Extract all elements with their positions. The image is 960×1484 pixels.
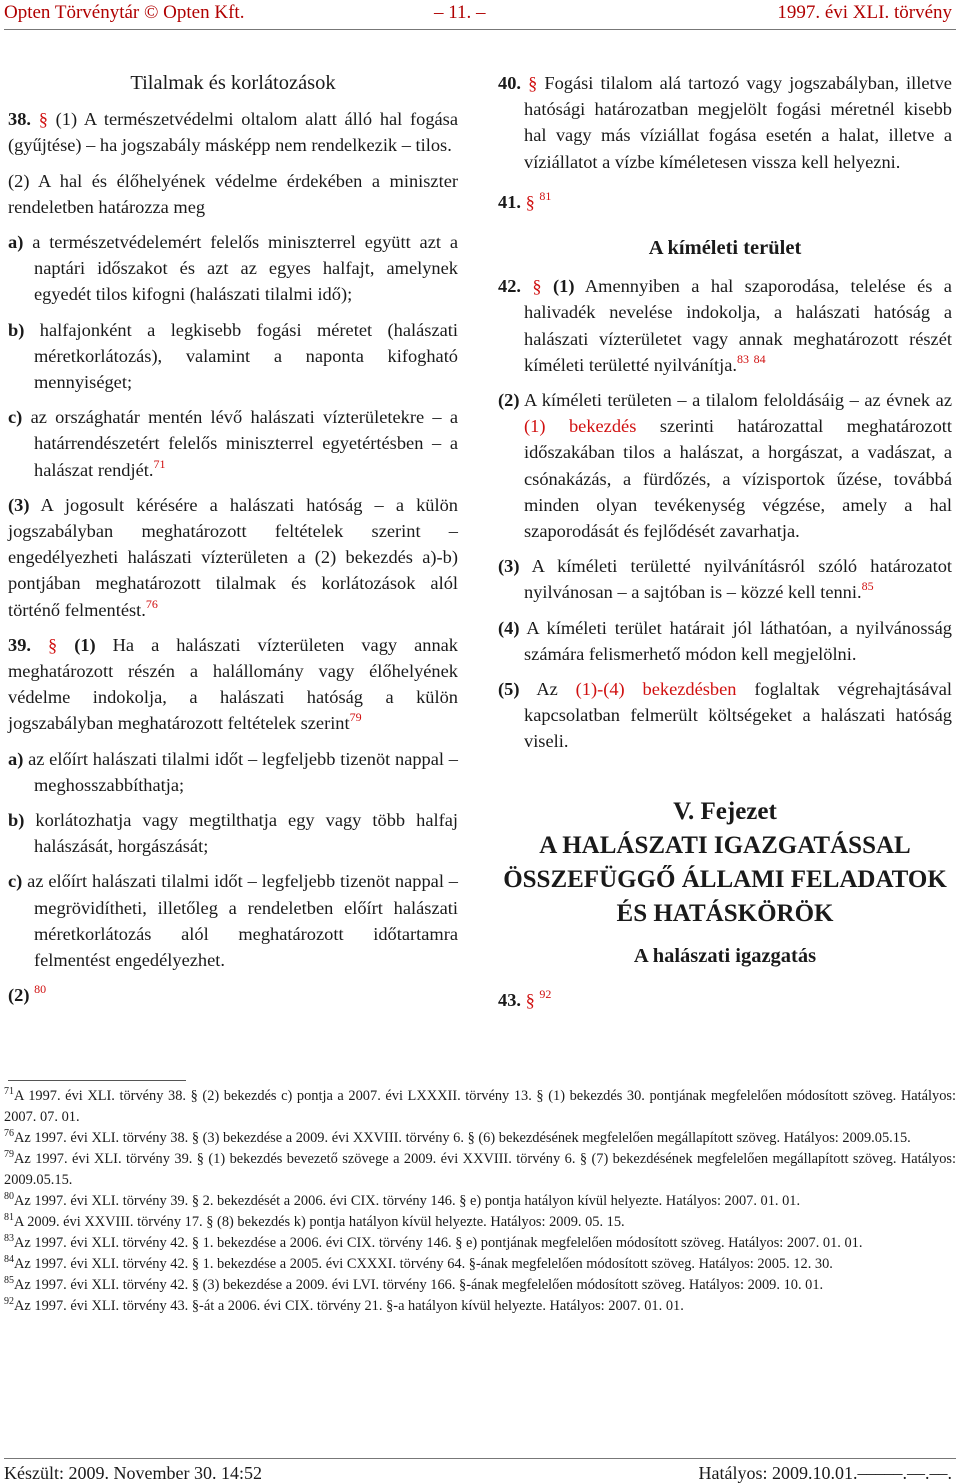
section-38-point-c bbox=[8, 404, 458, 483]
paragraph-text: Ha a halászati vízterületen vagy annak meghatározott részén a halállomány vagy élőhelyének védelme indokolja, a halászati hatóság a külön jogszabályban meghatározott feltételek szerint bbox=[8, 634, 458, 734]
chapter-title: A HALÁSZATI IGAZGATÁSSAL ÖSSZEFÜGGŐ ÁLLAMI FELADATOK ÉS HATÁSKÖRÖK bbox=[503, 831, 947, 927]
point-text: a természetvédelemért felelős miniszterrel együtt azt a naptári időszakot és azt az egyes halfajt, amelynek egyedét tilos kifogni (halászati tilalmi idő); bbox=[32, 232, 458, 305]
section-42-paragraph-1 bbox=[498, 273, 952, 378]
header-law-title: 1997. évi XLI. törvény bbox=[777, 2, 952, 23]
footnote-ref-76[interactable]: 76 bbox=[145, 596, 158, 611]
footnote bbox=[4, 1233, 956, 1254]
footnote-ref-92[interactable]: 92 bbox=[539, 986, 552, 1001]
footnote-number: 80 bbox=[4, 1191, 14, 1202]
paragraph-reference-link[interactable]: (1)-(4) bekezdésben bbox=[575, 679, 737, 700]
point-text: az előírt halászati tilalmi időt – legfeljebb tizenöt nappal – meghosszabbíthatja; bbox=[28, 748, 458, 795]
paragraph-number: (3) bbox=[498, 556, 520, 577]
footnote bbox=[4, 1254, 956, 1275]
section-39-point-c bbox=[8, 868, 458, 973]
header-publisher: Opten Törvénytár © Opten Kft. bbox=[4, 2, 245, 23]
footnotes bbox=[4, 1086, 956, 1317]
footnote-divider bbox=[8, 1080, 186, 1081]
paragraph-number: (1) bbox=[553, 276, 575, 297]
footnote bbox=[4, 1212, 956, 1233]
section-43 bbox=[498, 987, 952, 1013]
section-39-paragraph-1 bbox=[8, 632, 458, 737]
footnote-ref-81[interactable]: 81 bbox=[539, 188, 552, 203]
footnote-ref-71[interactable]: 71 bbox=[153, 456, 166, 471]
footnote-text: Az 1997. évi XLI. törvény 42. § 1. bekezdése a 2005. évi CXXXI. törvény 64. §-ának megfelelően módosított szöveg. Hatályos: 2005. 12. 30. bbox=[14, 1256, 833, 1272]
section-number: 42. bbox=[498, 276, 521, 297]
point-text: az országhatár mentén lévő halászati vízterületekre – a határrendészetért felelős miniszterrel egyetértésben – a halászat rendjét. bbox=[30, 407, 458, 480]
footnote-text: Az 1997. évi XLI. törvény 42. § (3) bekezdése a 2009. évi LVI. törvény 166. §-ának megfelelően módosított szöveg. Hatályos: 2009. 10. 01. bbox=[14, 1277, 824, 1293]
paragraph-text: A kíméleti területen – a tilalom feloldásáig – az évnek az bbox=[523, 390, 952, 411]
paragraph-text: A természetvédelmi oltalom alatt álló hal fogása (gyűjtése) – ha jogszabály másképp nem rendelkezik – tilos. bbox=[8, 109, 459, 156]
footnote-number: 79 bbox=[4, 1149, 14, 1160]
section-number: 40. bbox=[498, 73, 521, 93]
footnote-number: 85 bbox=[4, 1275, 14, 1286]
point-label: c) bbox=[8, 407, 23, 428]
footnote bbox=[4, 1275, 956, 1296]
section-42-paragraph-3 bbox=[498, 553, 952, 605]
footer-divider bbox=[4, 1458, 956, 1459]
footnote-number: 71 bbox=[4, 1086, 14, 1097]
footnote-text: Az 1997. évi XLI. törvény 39. § (1) bekezdés bevezető szövege a 2009. évi XXVIII. törvény 6. § (7) bekezdésének megfelelően megállapított szöveg. Hatályos: 2009.05.15. bbox=[4, 1151, 956, 1188]
section-42-paragraph-5 bbox=[498, 676, 952, 755]
paragraph-number: (1) bbox=[55, 109, 78, 130]
point-label: b) bbox=[8, 810, 25, 831]
paragraph-number: (2) bbox=[8, 170, 30, 191]
footnote-number: 84 bbox=[4, 1254, 14, 1265]
footnote-text: A 2009. évi XXVIII. törvény 17. § (8) bekezdés k) pontja hatályon kívül helyezte. Hatályos: 2009. 05. 15. bbox=[14, 1214, 625, 1230]
footnote-text: Az 1997. évi XLI. törvény 39. § 2. bekezdését a 2006. évi CIX. törvény 146. § e) pontja hatályon kívül helyezte. Hatályos: 2007. 01. 01. bbox=[14, 1193, 801, 1209]
footnote-text: Az 1997. évi XLI. törvény 42. § 1. bekezdése a 2006. évi CIX. törvény 146. § e) pontjának megfelelően módosított szöveg. Hatályos: 2007. 01. 01. bbox=[14, 1235, 863, 1251]
section-sign-link[interactable]: § bbox=[525, 191, 535, 212]
section-sign-link[interactable]: § bbox=[38, 109, 48, 130]
section-39-point-b bbox=[8, 807, 458, 859]
paragraph-text: A kíméleti területté nyilvánításról szóló határozatot nyilvánosan – a sajtóban is – közzé kell tenni. bbox=[524, 556, 952, 603]
footer-created-date: Készült: 2009. November 30. 14:52 bbox=[4, 1463, 262, 1483]
section-sign-link[interactable]: § bbox=[528, 73, 538, 93]
chapter-heading bbox=[498, 795, 952, 931]
paragraph-text: Az bbox=[536, 679, 558, 700]
section-number: 39. bbox=[8, 634, 31, 655]
paragraph-number: (2) bbox=[8, 985, 30, 1006]
paragraph-number: (4) bbox=[498, 617, 520, 638]
footnote-ref-84[interactable]: 84 bbox=[753, 351, 766, 366]
chapter-number: V. Fejezet bbox=[673, 797, 777, 825]
chapter-subtitle: A halászati igazgatás bbox=[633, 944, 817, 967]
point-label: a) bbox=[8, 748, 24, 769]
footnote-ref-80[interactable]: 80 bbox=[34, 982, 47, 997]
right-column bbox=[498, 70, 952, 1022]
paragraph-reference-link[interactable]: (1) bekezdés bbox=[524, 416, 637, 437]
footnote-text: A 1997. évi XLI. törvény 38. § (2) bekezdés c) pontja a 2007. évi LXXXII. törvény 13. § (1) bekezdés 30. pontjának megfelelően módosított szöveg. Hatályos: 2007. 07. 01. bbox=[4, 1088, 956, 1125]
section-38-point-a bbox=[8, 229, 458, 308]
footnote bbox=[4, 1296, 956, 1317]
header-divider bbox=[4, 29, 956, 30]
section-38-paragraph-3 bbox=[8, 492, 458, 623]
section-38-paragraph-1 bbox=[8, 106, 458, 158]
footnote bbox=[4, 1191, 956, 1212]
section-39-point-a bbox=[8, 746, 458, 798]
section-42-paragraph-4 bbox=[498, 615, 952, 667]
footnote-text: Az 1997. évi XLI. törvény 38. § (3) bekezdése a 2009. évi XXVIII. törvény 6. § (6) bekezdésének megfelelően megállapított szöveg. Hatályos: 2009.05.15. bbox=[14, 1130, 911, 1146]
footnote bbox=[4, 1086, 956, 1128]
section-39-paragraph-2 bbox=[8, 982, 458, 1008]
footnote-ref-85[interactable]: 85 bbox=[861, 579, 874, 594]
footer-effective-date: Hatályos: 2009.10.01.–––––.––.––. bbox=[698, 1463, 952, 1483]
point-label: b) bbox=[8, 319, 25, 340]
section-number: 38. bbox=[8, 109, 31, 130]
point-text: halfajonként a legkisebb fogási méretet (halászati méretkorlátozás), valamint a naponta kifogható mennyiséget; bbox=[34, 319, 458, 393]
section-sign-link[interactable]: § bbox=[48, 634, 58, 655]
section-number: 41. bbox=[498, 191, 521, 212]
section-number: 43. bbox=[498, 989, 521, 1010]
footnote-text: Az 1997. évi XLI. törvény 43. §-át a 2006. évi CIX. törvény 21. §-a hatályon kívül helyezte. Hatályos: 2007. 01. 01. bbox=[14, 1298, 684, 1314]
paragraph-number: (2) bbox=[498, 390, 520, 411]
paragraph-number: (1) bbox=[74, 634, 96, 655]
point-text: korlátozhatja vagy megtilthatja egy vagy több halfaj halászását, horgászását; bbox=[34, 810, 458, 857]
section-sign-link[interactable]: § bbox=[532, 276, 542, 297]
section-38-paragraph-2 bbox=[8, 168, 458, 220]
section-41 bbox=[498, 189, 952, 215]
section-42-paragraph-2 bbox=[498, 387, 952, 544]
section-sign-link[interactable]: § bbox=[525, 989, 535, 1010]
paragraph-text: Fogási tilalom alá tartozó vagy jogszabályban, illetve hatósági határozatban megjelölt fogási méretnél kisebb hal vagy más víziállat fogása esetén a halat, illetve a víziállatot a vízbe kíméletesen vissza kell helyezni. bbox=[524, 73, 952, 172]
paragraph-number: (5) bbox=[498, 679, 520, 700]
page-header bbox=[0, 0, 960, 26]
point-label: c) bbox=[8, 871, 23, 892]
paragraph-text: foglaltak végrehajtásával kapcsolatban felmerült költségeket a halászati hatóság viseli. bbox=[524, 679, 952, 752]
point-label: a) bbox=[8, 232, 24, 253]
paragraph-text: A jogosult kérésére a halászati hatóság – a külön jogszabályban meghatározott feltételek szerint – engedélyezheti halászati vízterületen a (2) bekezdés a)-b) pontjában meghatározott tilalmak és korlátozások alól történő felmentést. bbox=[8, 494, 458, 620]
footnote-number: 81 bbox=[4, 1212, 14, 1223]
kimeleti-terulet-title: A kíméleti terület bbox=[648, 237, 802, 260]
footnote-number: 92 bbox=[4, 1296, 14, 1307]
footnote-number: 83 bbox=[4, 1233, 14, 1244]
header-page-number: – 11. – bbox=[434, 2, 486, 23]
paragraph-text: Amennyiben a hal szaporodása, telelése és a halivadék nevelése indokolja, a halászati hatóság a halászati vízterületet vagy annak meghatározott részét kíméleti területté nyilvánítja. bbox=[524, 276, 952, 375]
paragraph-number: (3) bbox=[8, 494, 30, 515]
left-column bbox=[8, 70, 458, 1018]
footnote-ref-79[interactable]: 79 bbox=[349, 710, 362, 725]
footnote bbox=[4, 1128, 956, 1149]
footnote bbox=[4, 1149, 956, 1191]
paragraph-text: A hal és élőhelyének védelme érdekében a miniszter rendeletben határozza meg bbox=[8, 170, 458, 217]
section-title: Tilalmak és korlátozások bbox=[130, 72, 336, 94]
section-40 bbox=[498, 70, 952, 175]
section-38-point-b bbox=[8, 317, 458, 396]
point-text: az előírt halászati tilalmi időt – legfeljebb tizenöt nappal – megrövidítheti, illetőleg a rendeletben előírt halászati méretkorlátozás alól meghatározott időtartamra felmentést engedélyezhet. bbox=[27, 871, 458, 971]
footnote-number: 76 bbox=[4, 1128, 14, 1139]
paragraph-text: szerinti határozattal meghatározott időszakában tilos a halászat, a horgászat, a vadászat, a csónakázás, a fürdőzés, a vízisportok űzése, továbbá minden olyan tevékenység végzése, amely a hal szaporodását és fejlődését zavarhatja. bbox=[524, 416, 952, 542]
footnote-ref-83[interactable]: 83 bbox=[736, 351, 749, 366]
paragraph-text: A kíméleti terület határait jól láthatóan, a nyilvánosság számára felismerhető módon kell megjelölni. bbox=[524, 617, 952, 664]
